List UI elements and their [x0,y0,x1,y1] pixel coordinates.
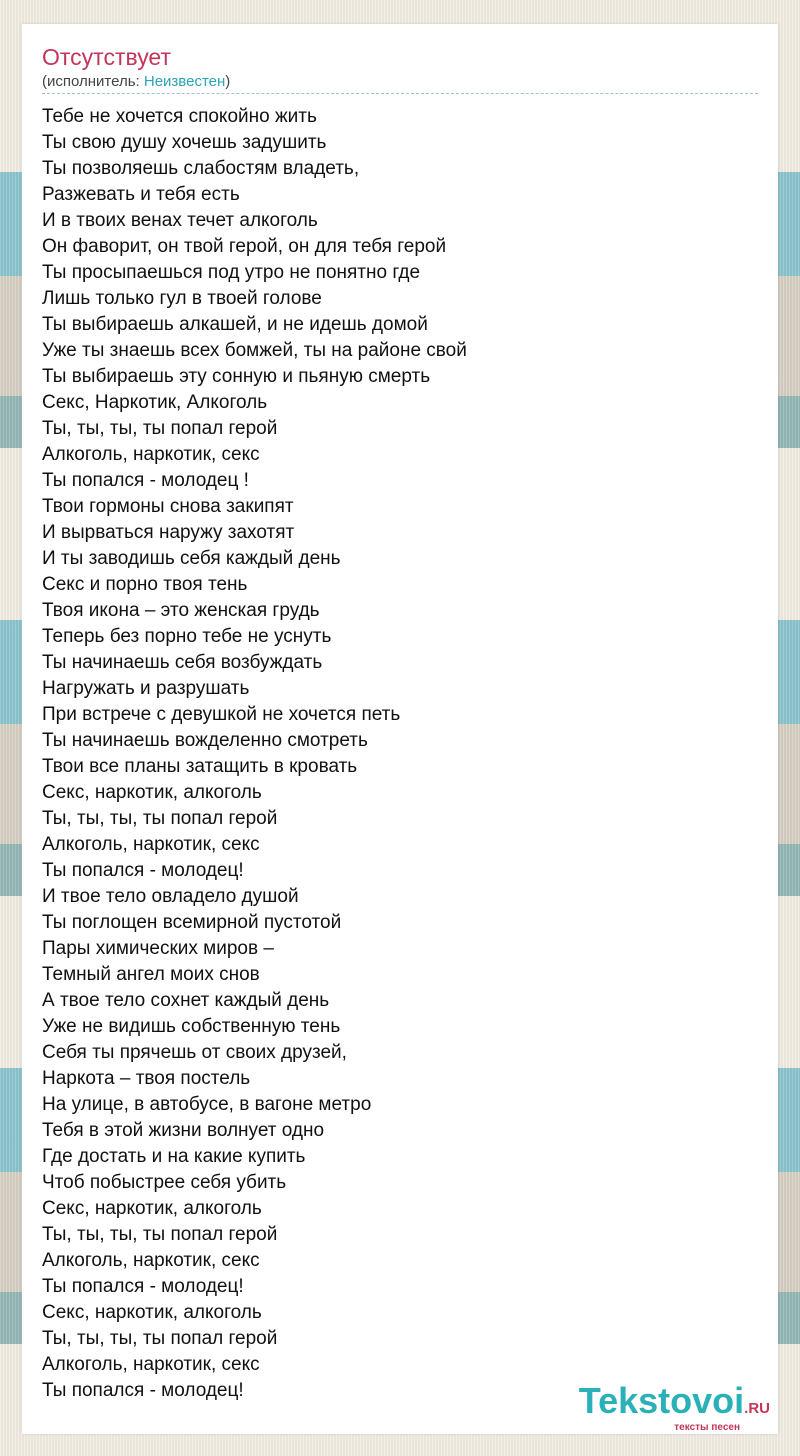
lyric-line: Ты позволяешь слабостям владеть, [42,158,360,179]
performer-line [42,73,230,91]
lyric-line: Ты, ты, ты, ты попал герой [42,1328,278,1349]
lyrics-card [22,24,778,1434]
lyric-line: А твое тело сохнет каждый день [42,990,330,1011]
lyric-line: Ты просыпаешься под утро не понятно где [42,262,421,283]
lyric-line: Ты попался - молодец! [42,1380,244,1401]
lyric-line: Секс, наркотик, алкоголь [42,1198,262,1219]
lyric-line: Темный ангел моих снов [42,964,260,985]
lyric-line: Лишь только гул в твоей голове [42,288,322,309]
lyric-line: Ты начинаешь себя возбуждать [42,652,323,673]
logo-tagline: тексты песен [674,1422,740,1433]
lyric-line: Ты попался - молодец ! [42,470,249,491]
lyric-line: Уже не видишь собственную тень [42,1016,341,1037]
lyric-line: На улице, в автобусе, в вагоне метро [42,1094,372,1115]
lyric-line: Ты поглощен всемирной пустотой [42,912,342,933]
lyric-line: Ты, ты, ты, ты попал герой [42,418,278,439]
lyric-line: Он фаворит, он твой герой, он для тебя герой [42,236,447,257]
performer-prefix: (исполнитель: [42,73,144,90]
logo-wordmark [578,1380,770,1426]
lyric-line: Ты попался - молодец! [42,1276,244,1297]
lyric-line: Разжевать и тебя есть [42,184,240,205]
lyric-line: Ты, ты, ты, ты попал герой [42,1224,278,1245]
lyric-line: Твои гормоны снова закипят [42,496,294,517]
lyric-line: При встрече с девушкой не хочется петь [42,704,401,725]
lyric-line: Чтоб побыстрее себя убить [42,1172,287,1193]
lyric-line: Тебя в этой жизни волнует одно [42,1120,325,1141]
performer-suffix: ) [225,73,231,90]
lyric-line: И вырваться наружу захотят [42,522,295,543]
logo-tld: .RU [744,1400,770,1417]
lyric-line: Пары химических миров – [42,938,274,959]
artist-link[interactable]: Неизвестен [143,73,226,90]
lyric-line: Ты выбираешь алкашей, и не идешь домой [42,314,428,335]
lyric-line: Ты начинаешь вожделенно смотреть [42,730,368,751]
lyric-line: Тебе не хочется спокойно жить [42,106,317,127]
logo-name: Tekstovoi [578,1380,745,1421]
lyric-line: Алкоголь, наркотик, секс [42,834,260,855]
title-divider [42,93,758,94]
lyric-line: Алкоголь, наркотик, секс [42,1354,260,1375]
lyric-line: Секс, наркотик, алкоголь [42,782,262,803]
lyric-line: Уже ты знаешь всех бомжей, ты на районе свой [42,340,467,361]
song-title: Отсутствует [42,44,171,70]
lyric-line: И твое тело овладело душой [42,886,299,907]
site-logo[interactable] [578,1380,770,1434]
lyric-line: И ты заводишь себя каждый день [42,548,341,569]
lyric-line: Ты свою душу хочешь задушить [42,132,327,153]
lyric-line: Наркота – твоя постель [42,1068,251,1089]
lyric-line: Себя ты прячешь от своих друзей, [42,1042,347,1063]
lyric-line: Теперь без порно тебе не уснуть [42,626,332,647]
lyric-line: И в твоих венах течет алкоголь [42,210,318,231]
lyric-line: Твоя икона – это женская грудь [42,600,320,621]
lyric-line: Ты выбираешь эту сонную и пьяную смерть [42,366,431,387]
lyric-line: Алкоголь, наркотик, секс [42,444,260,465]
lyric-line: Секс, Наркотик, Алкоголь [42,392,268,413]
lyric-line: Секс, наркотик, алкоголь [42,1302,262,1323]
lyric-line: Ты, ты, ты, ты попал герой [42,808,278,829]
lyrics-text [42,104,467,1404]
lyric-line: Ты попался - молодец! [42,860,244,881]
lyric-line: Твои все планы затащить в кровать [42,756,358,777]
lyric-line: Секс и порно твоя тень [42,574,248,595]
lyric-line: Где достать и на какие купить [42,1146,306,1167]
lyric-line: Алкоголь, наркотик, секс [42,1250,260,1271]
lyric-line: Нагружать и разрушать [42,678,250,699]
